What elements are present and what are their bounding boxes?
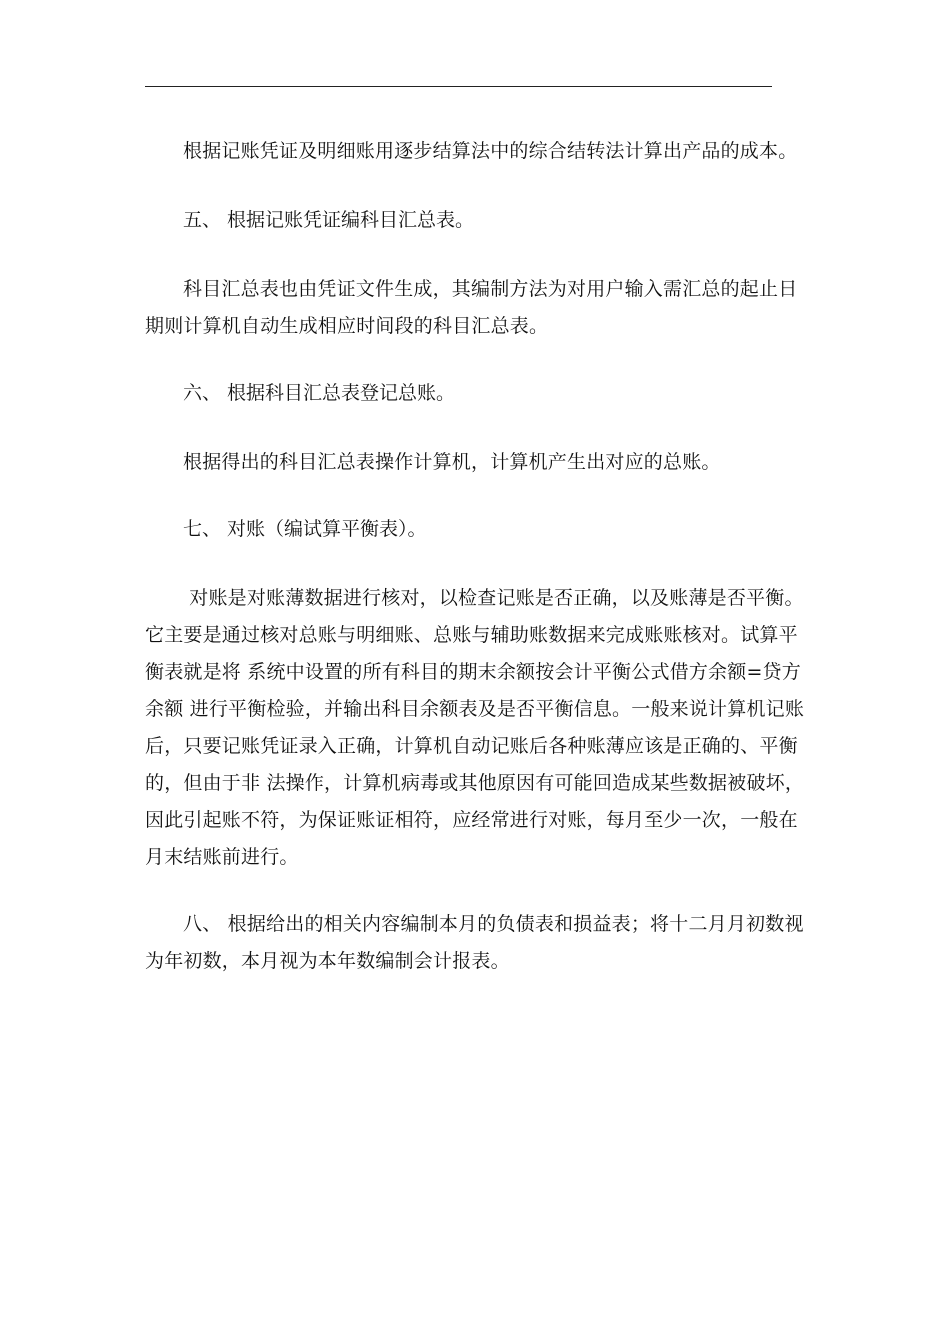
heading-section-5: 五、 根据记账凭证编科目汇总表。	[183, 209, 475, 231]
paragraph-general-ledger: 根据得出的科目汇总表操作计算机，计算机产生出对应的总账。	[183, 451, 721, 473]
heading-section-7: 七、 对账（编试算平衡表）。	[183, 518, 427, 540]
paragraph-reconciliation: 对账是对账薄数据进行核对，以检查记账是否正确，以及账薄是否平衡。它主要是通过核对总账与明细账、总账与辅助账数据来完成账账核对。试算平衡表就是将 系统中设置的所有科目的期末余额按会计平衡公式借方余额=贷方余额 进行平衡检验，并输出科目余额表及是否平衡信息。一般来说计算机记账后，只要记账凭证录入正确，计算机自动记账后各种账薄应该是正确的、平衡的，但由于非 法操作，计算机病毒或其他原因有可能回造成某些数据被破坏，因此引起账不符，为保证账证相符，应经常进行对账，每月至少一次，一般在月末结账前进行。	[145, 587, 805, 868]
paragraph-summary-table: 科目汇总表也由凭证文件生成，其编制方法为对用户输入需汇总的起止日期则计算机自动生成相应时间段的科目汇总表。	[145, 278, 798, 337]
paragraph-cost-calculation: 根据记账凭证及明细账用逐步结算法中的综合结转法计算出产品的成本。	[183, 140, 798, 162]
document-body	[145, 133, 805, 1010]
paragraph-section-8: 八、 根据给出的相关内容编制本月的负债表和损益表；将十二月月初数视为年初数，本月视为本年数编制会计报表。	[145, 913, 804, 972]
header-rule	[145, 86, 772, 87]
heading-section-6: 六、 根据科目汇总表登记总账。	[183, 382, 456, 404]
